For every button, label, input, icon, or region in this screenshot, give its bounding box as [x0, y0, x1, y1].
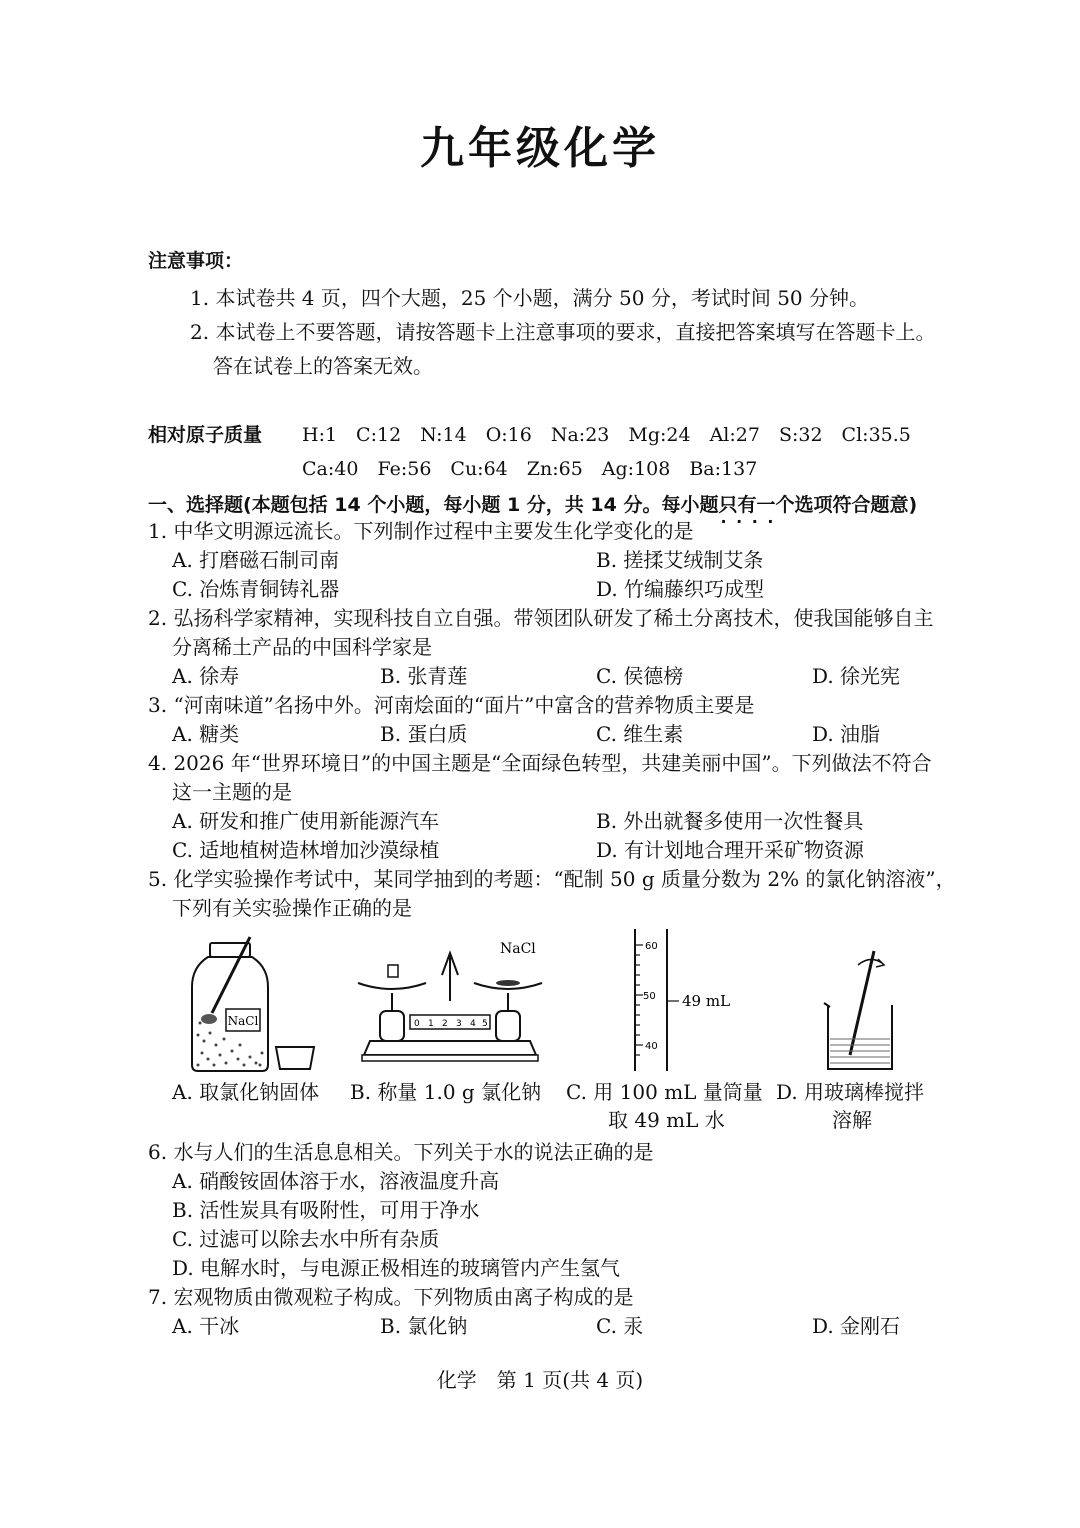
section-1-heading	[148, 490, 917, 517]
q4-stem: 4. 2026 年“世界环境日”的中国主题是“全面绿色转型，共建美丽中国”。下列做法不符合	[148, 751, 932, 775]
q1-option-a: A. 打磨磁石制司南	[172, 548, 340, 572]
cylinder-reading: 49 mL	[682, 992, 731, 1010]
q4-option-a: A. 研发和推广使用新能源汽车	[172, 809, 440, 833]
q2-option-b: B. 张青莲	[380, 664, 468, 688]
q2-stem: 2. 弘扬科学家精神，实现科技自立自强。带领团队研发了稀土分离技术，使我国能够自主	[148, 606, 934, 630]
notice-heading: 注意事项：	[148, 250, 244, 272]
q7-stem: 7. 宏观物质由微观粒子构成。下列物质由离子构成的是	[148, 1285, 634, 1309]
page-footer: 化学 第 1 页(共 4 页)	[436, 1368, 644, 1392]
section-1-heading-emphasis: 只有一个 · · · ·	[718, 494, 794, 516]
section-1-heading-b: 选项符合题意)	[794, 494, 918, 516]
q6-option-a: A. 硝酸铵固体溶于水，溶液温度升高	[172, 1169, 500, 1193]
notice-item-1: 1. 本试卷共 4 页，四个大题，25 个小题，满分 50 分，考试时间 50 分钟。	[190, 286, 870, 310]
q5-option-b: B. 称量 1.0 g 氯化钠	[350, 1080, 542, 1104]
scale-5: 5	[482, 1019, 488, 1029]
q2-stem-cont: 分离稀土产品的中国科学家是	[172, 635, 432, 659]
atomic-mass-line-2: Ca:40 Fe:56 Cu:64 Zn:65 Ag:108 Ba:137	[302, 458, 758, 480]
q7-option-a: A. 干冰	[172, 1314, 240, 1338]
q6-stem: 6. 水与人们的生活息息相关。下列关于水的说法正确的是	[148, 1140, 654, 1164]
q3-option-c: C. 维生素	[596, 722, 684, 746]
atomic-mass-line-1: H:1 C:12 N:14 O:16 Na:23 Mg:24 Al:27 S:32 Cl:35.5	[302, 424, 911, 446]
q3-option-d: D. 油脂	[812, 722, 881, 746]
cylinder-mark-50: 50	[643, 991, 656, 1002]
section-1-heading-a: 一、选择题(本题包括 14 个小题，每小题 1 分，共 14 分。每小题	[148, 494, 719, 516]
q7-option-c: C. 汞	[596, 1314, 644, 1338]
figure-c-cylinder	[625, 925, 765, 1075]
q6-option-c: C. 过滤可以除去水中所有杂质	[172, 1227, 440, 1251]
q1-option-c: C. 冶炼青铜铸礼器	[172, 577, 340, 601]
notice-item-2-cont: 答在试卷上的答案无效。	[213, 354, 433, 378]
notice-item-2: 2. 本试卷上不要答题，请按答题卡上注意事项的要求，直接把答案填写在答题卡上。	[190, 320, 936, 344]
scale-0: 0	[414, 1019, 420, 1029]
figure-b-balance	[350, 935, 550, 1075]
cylinder-mark-40: 40	[645, 1041, 658, 1052]
atomic-mass-label: 相对原子质量	[148, 424, 263, 446]
q5-option-a: A. 取氯化钠固体	[172, 1080, 320, 1104]
q4-option-d: D. 有计划地合理开采矿物资源	[596, 838, 865, 862]
cylinder-mark-60: 60	[645, 941, 658, 952]
figure-d-beaker	[820, 945, 910, 1075]
scale-3: 3	[456, 1019, 462, 1029]
q2-option-a: A. 徐寿	[172, 664, 240, 688]
q5-option-d-cont: 溶解	[832, 1108, 872, 1132]
q4-stem-cont: 这一主题的是	[172, 780, 292, 804]
scale-1: 1	[428, 1019, 434, 1029]
q1-option-d: D. 竹编藤织巧成型	[596, 577, 765, 601]
q6-option-b: B. 活性炭具有吸附性，可用于净水	[172, 1198, 480, 1222]
q5-option-c-cont: 取 49 mL 水	[608, 1108, 725, 1132]
scale-2: 2	[442, 1019, 448, 1029]
q3-option-a: A. 糖类	[172, 722, 240, 746]
figure-a-reagent-jar	[180, 935, 320, 1075]
q5-stem-cont: 下列有关实验操作正确的是	[172, 896, 412, 920]
page-title: 九年级化学	[420, 123, 660, 174]
q2-option-c: C. 侯德榜	[596, 664, 684, 688]
q4-option-c: C. 适地植树造林增加沙漠绿植	[172, 838, 440, 862]
q5-option-c: C. 用 100 mL 量筒量	[566, 1080, 763, 1104]
figure-a-label: NaCl	[227, 1014, 259, 1028]
q7-option-d: D. 金刚石	[812, 1314, 901, 1338]
q6-option-d: D. 电解水时，与电源正极相连的玻璃管内产生氢气	[172, 1256, 621, 1280]
q1-option-b: B. 搓揉艾绒制艾条	[596, 548, 764, 572]
q2-option-d: D. 徐光宪	[812, 664, 901, 688]
q7-option-b: B. 氯化钠	[380, 1314, 468, 1338]
scale-4: 4	[470, 1019, 476, 1029]
q3-option-b: B. 蛋白质	[380, 722, 468, 746]
q1-stem: 1. 中华文明源远流长。下列制作过程中主要发生化学变化的是	[148, 519, 694, 543]
q4-option-b: B. 外出就餐多使用一次性餐具	[596, 809, 864, 833]
q3-stem: 3. “河南味道”名扬中外。河南烩面的“面片”中富含的营养物质主要是	[148, 693, 755, 717]
q5-option-d: D. 用玻璃棒搅拌	[776, 1080, 925, 1104]
q5-stem: 5. 化学实验操作考试中，某同学抽到的考题：“配制 50 g 质量分数为 2% 的氯化钠溶液”，	[148, 867, 956, 891]
figure-b-label: NaCl	[500, 941, 536, 957]
